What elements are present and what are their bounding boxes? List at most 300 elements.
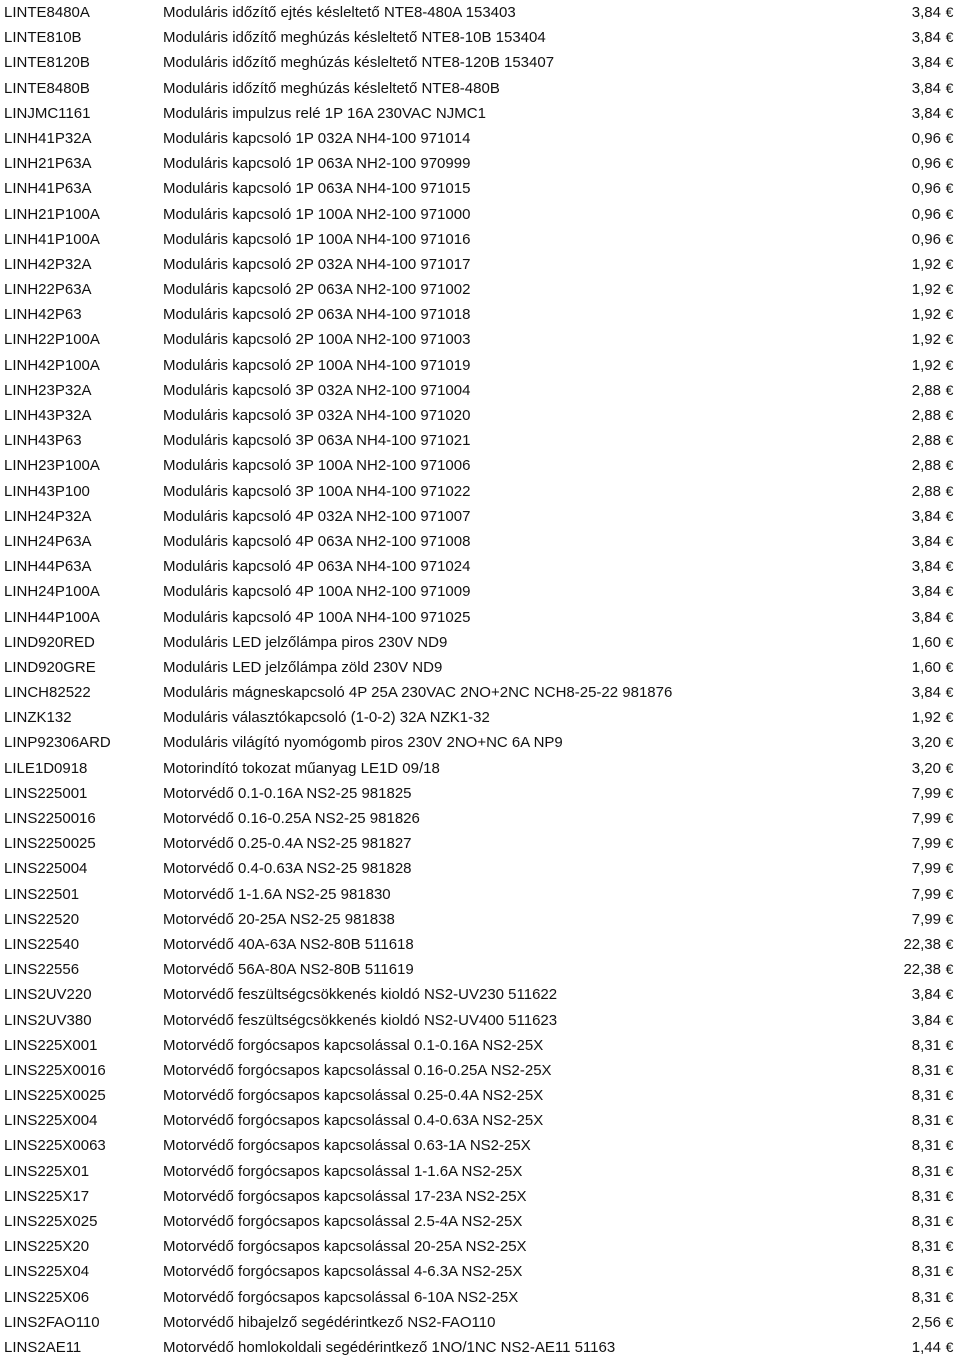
product-description: Moduláris kapcsoló 2P 063A NH4-100 971018 (163, 306, 471, 324)
product-code: LINS22540 (4, 935, 80, 953)
product-code: LINH42P63 (4, 306, 82, 324)
product-code: LINS225X04 (4, 1263, 90, 1281)
euro-icon: € (945, 381, 954, 398)
product-description: Motorvédő forgócsapos kapcsolással 0.25-0.4A NS2-25X (163, 1087, 544, 1105)
product-description: Motorvédő 0.1-0.16A NS2-25 981825 (163, 784, 412, 802)
price-value: 3,84 (911, 54, 941, 72)
table-row (0, 428, 960, 453)
product-description: Motorvédő forgócsapos kapcsolással 0.4-0.63A NS2-25X (163, 1112, 544, 1130)
product-description: Moduláris kapcsoló 3P 100A NH4-100 971022 (163, 482, 471, 500)
product-price (850, 1310, 960, 1335)
table-row (0, 327, 960, 352)
table-row (0, 781, 960, 806)
table-row (0, 1184, 960, 1209)
euro-icon: € (945, 608, 954, 625)
product-description: Motorvédő forgócsapos kapcsolással 4-6.3A NS2-25X (163, 1263, 523, 1281)
product-price (850, 126, 960, 151)
table-row (0, 1033, 960, 1058)
product-description: Moduláris kapcsoló 3P 063A NH4-100 971021 (163, 432, 471, 450)
price-value: 3,84 (911, 684, 941, 702)
price-value: 3,84 (911, 986, 941, 1004)
table-row (0, 907, 960, 932)
product-code: LINH42P100A (4, 356, 100, 374)
euro-icon: € (945, 255, 954, 272)
price-value: 1,92 (911, 306, 941, 324)
product-price (850, 781, 960, 806)
table-row (0, 403, 960, 428)
price-value: 3,84 (911, 507, 941, 525)
product-price (850, 151, 960, 176)
price-value: 8,31 (911, 1036, 941, 1054)
product-price (850, 1259, 960, 1284)
price-value: 3,84 (911, 583, 941, 601)
product-price (850, 453, 960, 478)
table-row (0, 101, 960, 126)
product-description: Moduláris időzítő meghúzás késleltető NTE8-10B 153404 (163, 29, 546, 47)
price-value: 22,38 (903, 961, 941, 979)
product-description: Moduláris kapcsoló 1P 063A NH4-100 971015 (163, 180, 471, 198)
price-value: 0,96 (911, 205, 941, 223)
table-row (0, 227, 960, 252)
euro-icon: € (945, 205, 954, 222)
table-row (0, 1285, 960, 1310)
product-code: LINS225004 (4, 860, 88, 878)
product-description: Moduláris kapcsoló 2P 100A NH2-100 971003 (163, 331, 471, 349)
product-price (850, 378, 960, 403)
price-value: 3,20 (911, 759, 941, 777)
price-value: 8,31 (911, 1112, 941, 1130)
price-value: 3,84 (911, 104, 941, 122)
euro-icon: € (945, 658, 954, 675)
table-row (0, 50, 960, 75)
price-value: 1,44 (911, 1338, 941, 1356)
product-price (850, 327, 960, 352)
product-code: LINCH82522 (4, 684, 91, 702)
table-row (0, 554, 960, 579)
product-code: LINH43P63 (4, 432, 82, 450)
product-description: Moduláris kapcsoló 1P 032A NH4-100 971014 (163, 129, 471, 147)
product-price (850, 176, 960, 201)
euro-icon: € (945, 684, 954, 701)
price-value: 3,84 (911, 4, 941, 21)
product-price (850, 403, 960, 428)
table-row (0, 1008, 960, 1033)
euro-icon: € (945, 961, 954, 978)
euro-icon: € (945, 1313, 954, 1330)
product-price (850, 554, 960, 579)
price-value: 0,96 (911, 129, 941, 147)
price-value: 3,84 (911, 1011, 941, 1029)
euro-icon: € (945, 331, 954, 348)
product-price (850, 353, 960, 378)
euro-icon: € (945, 306, 954, 323)
euro-icon: € (945, 180, 954, 197)
table-row (0, 378, 960, 403)
product-code: LINS2FAO110 (4, 1313, 100, 1331)
table-row (0, 1234, 960, 1259)
table-row (0, 1259, 960, 1284)
product-description: Motorvédő forgócsapos kapcsolással 1-1.6A NS2-25X (163, 1162, 523, 1180)
product-code: LINH24P63A (4, 532, 92, 550)
product-price (850, 932, 960, 957)
product-price (850, 1209, 960, 1234)
product-price (850, 579, 960, 604)
product-description: Motorvédő 0.25-0.4A NS2-25 981827 (163, 835, 412, 853)
table-row (0, 1058, 960, 1083)
product-price (850, 50, 960, 75)
product-price (850, 1285, 960, 1310)
product-price (850, 806, 960, 831)
table-row (0, 277, 960, 302)
table-row (0, 302, 960, 327)
euro-icon: € (945, 910, 954, 927)
product-description: Moduláris kapcsoló 4P 032A NH2-100 971007 (163, 507, 471, 525)
product-description: Moduláris impulzus relé 1P 16A 230VAC NJMC1 (163, 104, 486, 122)
euro-icon: € (945, 155, 954, 172)
price-value: 2,88 (911, 407, 941, 424)
product-price (850, 479, 960, 504)
product-description: Motorvédő hibajelző segédérintkező NS2-FAO110 (163, 1313, 496, 1331)
price-value: 3,84 (911, 608, 941, 626)
euro-icon: € (945, 281, 954, 298)
product-code: LINH44P63A (4, 558, 92, 576)
euro-icon: € (945, 1187, 954, 1204)
table-row (0, 1310, 960, 1335)
price-value: 8,31 (911, 1087, 941, 1105)
price-value: 8,31 (911, 1263, 941, 1281)
product-price (850, 252, 960, 277)
product-description: Moduláris kapcsoló 4P 100A NH4-100 971025 (163, 608, 471, 626)
price-value: 3,84 (911, 558, 941, 576)
product-description: Moduláris világító nyomógomb piros 230V 2NO+NC 6A NP9 (163, 734, 563, 752)
product-code: LINS225X20 (4, 1238, 90, 1256)
price-value: 2,88 (911, 432, 941, 450)
price-value: 1,60 (911, 633, 941, 651)
table-row (0, 1209, 960, 1234)
product-code: LINH41P63A (4, 180, 92, 198)
product-code: LINH24P100A (4, 583, 100, 601)
product-code: LINS22520 (4, 910, 80, 928)
price-value: 3,20 (911, 734, 941, 752)
table-row (0, 176, 960, 201)
product-code: LINS22501 (4, 885, 80, 903)
product-code: LIND920GRE (4, 658, 96, 676)
product-description: Motorvédő forgócsapos kapcsolással 17-23A NS2-25X (163, 1187, 527, 1205)
euro-icon: € (945, 129, 954, 146)
product-description: Motorvédő forgócsapos kapcsolással 0.63-1A NS2-25X (163, 1137, 531, 1155)
table-row (0, 882, 960, 907)
product-price (850, 907, 960, 932)
euro-icon: € (945, 432, 954, 449)
product-description: Moduláris mágneskapcsoló 4P 25A 230VAC 2NO+2NC NCH8-25-22 981876 (163, 684, 673, 702)
euro-icon: € (945, 734, 954, 751)
euro-icon: € (945, 532, 954, 549)
price-value: 2,88 (911, 482, 941, 500)
price-value: 1,92 (911, 356, 941, 374)
product-price (850, 605, 960, 630)
euro-icon: € (945, 986, 954, 1003)
table-row (0, 453, 960, 478)
euro-icon: € (945, 935, 954, 952)
product-description: Moduláris kapcsoló 3P 032A NH2-100 971004 (163, 381, 471, 399)
table-row (0, 705, 960, 730)
product-code: LINS225X01 (4, 1162, 90, 1180)
product-description: Motorvédő feszültségcsökkenés kioldó NS2-UV400 511623 (163, 1011, 558, 1029)
product-code: LIND920RED (4, 633, 95, 651)
price-value: 7,99 (911, 810, 941, 827)
table-row (0, 151, 960, 176)
product-code: LINH41P100A (4, 230, 100, 248)
product-description: Moduláris LED jelzőlámpa zöld 230V ND9 (163, 658, 443, 676)
price-value: 2,88 (911, 381, 941, 399)
product-description: Motorvédő 0.4-0.63A NS2-25 981828 (163, 860, 412, 878)
product-code: LINS2UV220 (4, 986, 92, 1004)
price-value: 8,31 (911, 1061, 941, 1079)
product-code: LINS2UV380 (4, 1011, 92, 1029)
product-code: LINS2AE11 (4, 1338, 82, 1356)
product-price (850, 1184, 960, 1209)
euro-icon: € (945, 810, 954, 826)
product-price (850, 1058, 960, 1083)
euro-icon: € (945, 230, 954, 247)
product-price (850, 655, 960, 680)
table-row (0, 1335, 960, 1360)
table-row (0, 856, 960, 881)
euro-icon: € (945, 1087, 954, 1104)
euro-icon: € (945, 835, 954, 852)
price-value: 8,31 (911, 1137, 941, 1155)
euro-icon: € (945, 1112, 954, 1129)
product-code: LINH21P100A (4, 205, 100, 223)
product-price (850, 277, 960, 302)
price-value: 8,31 (911, 1288, 941, 1306)
table-row (0, 252, 960, 277)
product-price (850, 0, 960, 25)
product-description: Motorvédő forgócsapos kapcsolással 20-25A NS2-25X (163, 1238, 527, 1256)
product-price (850, 504, 960, 529)
euro-icon: € (945, 860, 954, 877)
product-price (850, 227, 960, 252)
product-code: LINH43P32A (4, 407, 92, 424)
price-value: 7,99 (911, 835, 941, 853)
product-price (850, 982, 960, 1007)
product-description: Motorvédő 40A-63A NS2-80B 511618 (163, 935, 414, 953)
euro-icon: € (945, 1061, 954, 1078)
price-value: 2,56 (911, 1313, 941, 1331)
product-code: LINH44P100A (4, 608, 100, 626)
product-code: LINS2250016 (4, 810, 96, 827)
product-code: LINS225X0025 (4, 1087, 106, 1105)
product-price (850, 730, 960, 755)
table-row (0, 25, 960, 50)
product-description: Moduláris kapcsoló 4P 063A NH4-100 971024 (163, 558, 471, 576)
euro-icon: € (945, 482, 954, 499)
product-code: LINTE8480A (4, 4, 90, 21)
table-row (0, 957, 960, 982)
euro-icon: € (945, 784, 954, 801)
euro-icon: € (945, 29, 954, 46)
price-value: 7,99 (911, 784, 941, 802)
product-description: Motorindító tokozat műanyag LE1D 09/18 (163, 759, 440, 777)
euro-icon: € (945, 885, 954, 902)
euro-icon: € (945, 1263, 954, 1280)
product-price (850, 705, 960, 730)
product-description: Moduláris időzítő ejtés késleltető NTE8-480A 153403 (163, 4, 516, 21)
price-value: 8,31 (911, 1238, 941, 1256)
product-code: LINS22556 (4, 961, 80, 979)
euro-icon: € (945, 759, 954, 776)
table-row (0, 1159, 960, 1184)
table-row (0, 1083, 960, 1108)
product-description: Moduláris kapcsoló 4P 063A NH2-100 971008 (163, 532, 471, 550)
price-value: 0,96 (911, 180, 941, 198)
product-description: Moduláris kapcsoló 2P 032A NH4-100 971017 (163, 255, 471, 273)
product-description: Motorvédő forgócsapos kapcsolással 2.5-4A NS2-25X (163, 1213, 523, 1230)
product-description: Motorvédő 20-25A NS2-25 981838 (163, 910, 395, 928)
euro-icon: € (945, 1288, 954, 1305)
table-row (0, 605, 960, 630)
table-row (0, 831, 960, 856)
product-code: LINH41P32A (4, 129, 92, 147)
product-price (850, 25, 960, 50)
price-value: 3,84 (911, 29, 941, 47)
product-code: LINZK132 (4, 709, 72, 727)
product-code: LINH43P100 (4, 482, 90, 500)
euro-icon: € (945, 1011, 954, 1028)
product-code: LINH21P63A (4, 155, 92, 173)
product-description: Moduláris kapcsoló 3P 100A NH2-100 971006 (163, 457, 471, 475)
table-row (0, 982, 960, 1007)
price-value: 2,88 (911, 457, 941, 475)
product-description: Motorvédő forgócsapos kapcsolással 0.16-0.25A NS2-25X (163, 1061, 552, 1079)
product-code: LINH22P63A (4, 281, 92, 299)
product-description: Moduláris választókapcsoló (1-0-2) 32A NZK1-32 (163, 709, 490, 727)
product-price (850, 831, 960, 856)
product-price (850, 76, 960, 101)
price-value: 8,31 (911, 1187, 941, 1205)
euro-icon: € (945, 1036, 954, 1053)
product-price (850, 1159, 960, 1184)
price-value: 1,92 (911, 709, 941, 727)
product-code: LINH42P32A (4, 255, 92, 273)
product-code: LINH23P100A (4, 457, 100, 475)
product-price (850, 1008, 960, 1033)
price-value: 3,84 (911, 79, 941, 97)
product-code: LINH24P32A (4, 507, 92, 525)
product-price (850, 1234, 960, 1259)
product-price (850, 1133, 960, 1158)
table-row (0, 932, 960, 957)
price-value: 8,31 (911, 1213, 941, 1230)
product-price (850, 957, 960, 982)
product-description: Moduláris LED jelzőlámpa piros 230V ND9 (163, 633, 448, 651)
product-price (850, 756, 960, 781)
price-value: 1,60 (911, 658, 941, 676)
product-price (850, 680, 960, 705)
euro-icon: € (945, 104, 954, 121)
product-code: LILE1D0918 (4, 759, 88, 777)
product-price (850, 302, 960, 327)
product-price (850, 1083, 960, 1108)
table-row (0, 529, 960, 554)
product-code: LINH22P100A (4, 331, 100, 349)
euro-icon: € (945, 507, 954, 524)
table-row (0, 1108, 960, 1133)
product-code: LINP92306ARD (4, 734, 111, 752)
price-value: 7,99 (911, 885, 941, 903)
product-code: LINTE8480B (4, 79, 90, 97)
table-row (0, 202, 960, 227)
table-row (0, 730, 960, 755)
table-row (0, 655, 960, 680)
product-description: Motorvédő 56A-80A NS2-80B 511619 (163, 961, 414, 979)
table-row (0, 756, 960, 781)
table-row (0, 479, 960, 504)
product-code: LINS225X004 (4, 1112, 98, 1130)
euro-icon: € (945, 1338, 954, 1355)
product-code: LINH23P32A (4, 381, 92, 399)
price-value: 8,31 (911, 1162, 941, 1180)
product-description: Motorvédő forgócsapos kapcsolással 6-10A NS2-25X (163, 1288, 519, 1306)
euro-icon: € (945, 356, 954, 373)
product-price (850, 1335, 960, 1360)
euro-icon: € (945, 1238, 954, 1255)
product-description: Moduláris kapcsoló 3P 032A NH4-100 971020 (163, 407, 471, 424)
euro-icon: € (945, 54, 954, 71)
product-price (850, 1108, 960, 1133)
product-code: LINS225X17 (4, 1187, 90, 1205)
euro-icon: € (945, 79, 954, 96)
product-code: LINS225X0063 (4, 1137, 106, 1155)
price-value: 0,96 (911, 155, 941, 173)
product-code: LINS225X025 (4, 1213, 98, 1230)
table-row (0, 1133, 960, 1158)
price-value: 1,92 (911, 255, 941, 273)
product-price (850, 529, 960, 554)
table-row (0, 504, 960, 529)
euro-icon: € (945, 1137, 954, 1154)
price-value: 1,92 (911, 331, 941, 349)
product-description: Moduláris kapcsoló 2P 063A NH2-100 971002 (163, 281, 471, 299)
product-price (850, 202, 960, 227)
product-price (850, 882, 960, 907)
euro-icon: € (945, 1162, 954, 1179)
price-value: 7,99 (911, 910, 941, 928)
product-description: Motorvédő homlokoldali segédérintkező 1NO/1NC NS2-AE11 51163 (163, 1338, 616, 1356)
product-code: LINS225X0016 (4, 1061, 106, 1079)
euro-icon: € (945, 633, 954, 650)
product-description: Moduláris kapcsoló 4P 100A NH2-100 971009 (163, 583, 471, 601)
table-row (0, 630, 960, 655)
euro-icon: € (945, 1213, 954, 1229)
product-description: Moduláris kapcsoló 1P 100A NH2-100 971000 (163, 205, 471, 223)
table-row (0, 126, 960, 151)
product-price (850, 1033, 960, 1058)
price-value: 1,92 (911, 281, 941, 299)
price-value: 22,38 (903, 935, 941, 953)
product-description: Motorvédő feszültségcsökkenés kioldó NS2-UV230 511622 (163, 986, 558, 1004)
euro-icon: € (945, 558, 954, 575)
euro-icon: € (945, 709, 954, 726)
table-row (0, 579, 960, 604)
product-price (850, 428, 960, 453)
table-row (0, 76, 960, 101)
product-price (850, 630, 960, 655)
table-row (0, 680, 960, 705)
product-description: Moduláris kapcsoló 2P 100A NH4-100 971019 (163, 356, 471, 374)
product-description: Moduláris kapcsoló 1P 063A NH2-100 970999 (163, 155, 471, 173)
product-description: Moduláris kapcsoló 1P 100A NH4-100 971016 (163, 230, 471, 248)
